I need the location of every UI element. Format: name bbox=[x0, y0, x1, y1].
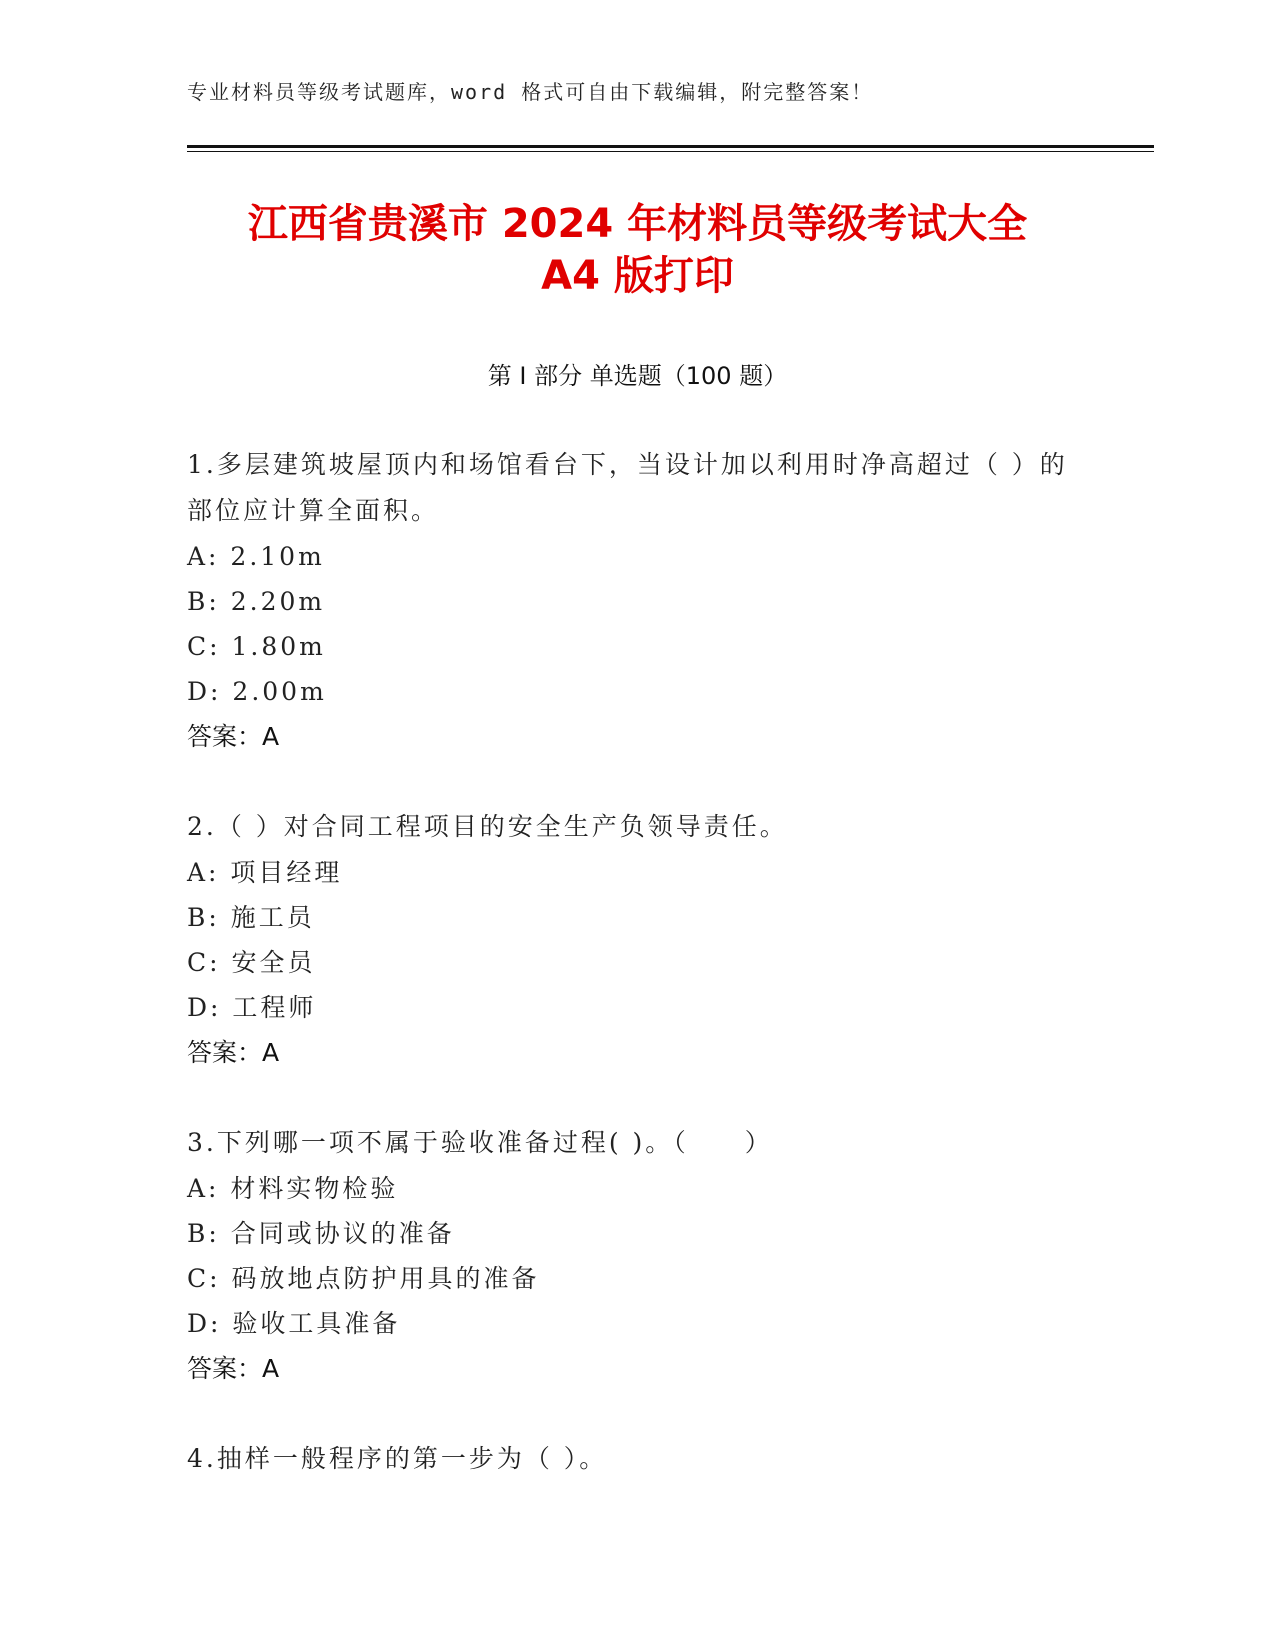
question-4 bbox=[187, 1436, 1087, 1482]
option-a: A: 2.10m bbox=[187, 542, 325, 571]
option-b: B: 合同或协议的准备 bbox=[187, 1219, 455, 1248]
option-c: C: 码放地点防护用具的准备 bbox=[187, 1264, 540, 1293]
option-b: B: 2.20m bbox=[187, 587, 326, 616]
option-d: D: 验收工具准备 bbox=[187, 1309, 401, 1338]
document-title bbox=[130, 198, 1145, 302]
question-stem: 4.抽样一般程序的第一步为（ ）。 bbox=[187, 1444, 608, 1473]
page-header: 专业材料员等级考试题库，word 格式可自由下载编辑，附完整答案！ bbox=[187, 80, 874, 104]
option-d: D: 工程师 bbox=[187, 993, 317, 1022]
question-stem: 3.下列哪一项不属于验收准备过程( )。（ ） bbox=[187, 1128, 773, 1157]
option-d: D: 2.00m bbox=[187, 677, 327, 706]
answer: 答案：A bbox=[187, 1354, 280, 1383]
option-a: A: 材料实物检验 bbox=[187, 1174, 399, 1203]
option-c: C: 安全员 bbox=[187, 948, 316, 977]
answer: 答案：A bbox=[187, 722, 280, 751]
document-title-line-2: A4 版打印 bbox=[541, 253, 734, 299]
answer: 答案：A bbox=[187, 1038, 280, 1067]
question-1 bbox=[187, 442, 1087, 760]
option-c: C: 1.80m bbox=[187, 632, 326, 661]
question-stem: 2.（ ）对合同工程项目的安全生产负领导责任。 bbox=[187, 812, 788, 841]
question-stem: 1.多层建筑坡屋顶内和场馆看台下，当设计加以利用时净高超过（ ）的部位应计算全面积。 bbox=[187, 450, 1068, 525]
header-rule-thin bbox=[187, 151, 1154, 152]
header-rule-thick bbox=[187, 145, 1154, 148]
question-list bbox=[187, 442, 1087, 1526]
document-title-line-1: 江西省贵溪市 2024 年材料员等级考试大全 bbox=[247, 201, 1028, 247]
option-a: A: 项目经理 bbox=[187, 858, 343, 887]
question-2 bbox=[187, 804, 1087, 1076]
section-title: 第 I 部分 单选题（100 题） bbox=[487, 362, 788, 390]
option-b: B: 施工员 bbox=[187, 903, 315, 932]
question-3 bbox=[187, 1120, 1087, 1392]
